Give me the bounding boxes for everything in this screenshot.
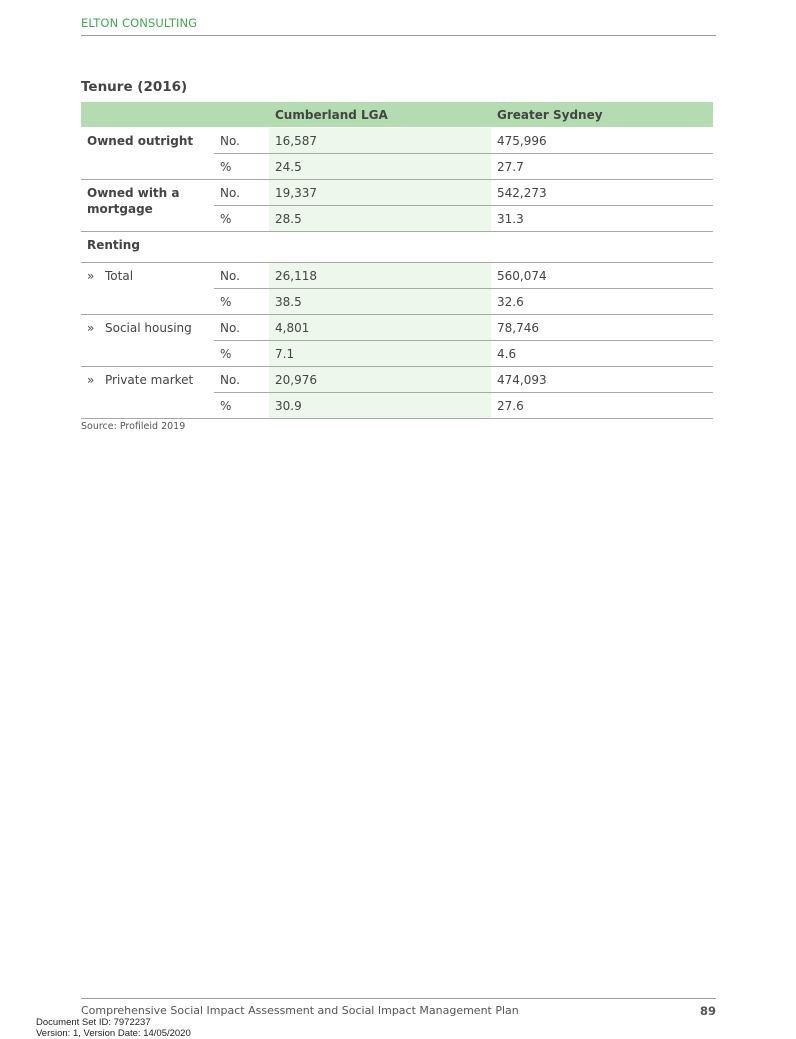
row-sydney-value: 31.3 [491, 206, 713, 232]
row-unit: % [214, 206, 269, 232]
header-unit [214, 102, 269, 128]
row-category: Total [105, 269, 134, 283]
row-category-cell [81, 367, 214, 419]
row-sydney-value: 27.6 [491, 393, 713, 419]
table-row-section [81, 232, 713, 263]
table-row [81, 263, 713, 289]
row-category: Owned with a mortgage [81, 180, 214, 232]
table-row [81, 180, 713, 206]
tenure-table [81, 102, 713, 419]
table-header-row [81, 102, 713, 128]
bullet-chevron: » [87, 321, 95, 335]
row-category: Owned outright [81, 128, 214, 180]
row-lga-value: 20,976 [269, 367, 491, 393]
row-lga-value: 19,337 [269, 180, 491, 206]
header-category [81, 102, 214, 128]
footer-document-title: Comprehensive Social Impact Assessment and Social Impact Management Plan [81, 1004, 519, 1017]
row-lga-value: 7.1 [269, 341, 491, 367]
row-category: Social housing [105, 321, 192, 335]
row-category-cell [81, 315, 214, 367]
row-unit: % [214, 393, 269, 419]
row-category: Private market [105, 373, 194, 387]
row-sydney-value: 4.6 [491, 341, 713, 367]
row-lga-value: 38.5 [269, 289, 491, 315]
bullet-chevron: » [87, 269, 95, 283]
row-lga-value: 26,118 [269, 263, 491, 289]
row-unit: No. [214, 315, 269, 341]
header-greater-sydney: Greater Sydney [491, 102, 713, 128]
header-cumberland-lga: Cumberland LGA [269, 102, 491, 128]
company-brand: ELTON CONSULTING [81, 16, 198, 30]
row-sydney-value: 27.7 [491, 154, 713, 180]
row-sydney-value: 32.6 [491, 289, 713, 315]
row-category-cell [81, 263, 214, 315]
row-sydney-value [491, 232, 713, 263]
bullet-chevron: » [87, 373, 95, 387]
table-row [81, 128, 713, 154]
row-lga-value: 24.5 [269, 154, 491, 180]
row-unit: No. [214, 128, 269, 154]
row-sydney-value: 542,273 [491, 180, 713, 206]
row-unit: % [214, 289, 269, 315]
row-unit [214, 232, 269, 263]
document-set-id: Document Set ID: 7972237 [36, 1017, 151, 1028]
row-lga-value: 16,587 [269, 128, 491, 154]
row-sydney-value: 560,074 [491, 263, 713, 289]
row-lga-value: 28.5 [269, 206, 491, 232]
row-unit: No. [214, 263, 269, 289]
row-unit: % [214, 154, 269, 180]
row-unit: No. [214, 180, 269, 206]
row-lga-value [269, 232, 491, 263]
row-lga-value: 30.9 [269, 393, 491, 419]
row-unit: No. [214, 367, 269, 393]
row-category: Renting [81, 232, 214, 263]
footer-divider [81, 998, 716, 999]
table-title: Tenure (2016) [81, 79, 188, 95]
table-source-note: Source: Profileid 2019 [81, 421, 186, 432]
row-unit: % [214, 341, 269, 367]
table-row [81, 367, 713, 393]
table-row [81, 315, 713, 341]
row-lga-value: 4,801 [269, 315, 491, 341]
row-sydney-value: 78,746 [491, 315, 713, 341]
document-version: Version: 1, Version Date: 14/05/2020 [36, 1028, 191, 1039]
row-sydney-value: 475,996 [491, 128, 713, 154]
page-number: 89 [700, 1004, 717, 1018]
row-sydney-value: 474,093 [491, 367, 713, 393]
header-divider [81, 35, 716, 36]
